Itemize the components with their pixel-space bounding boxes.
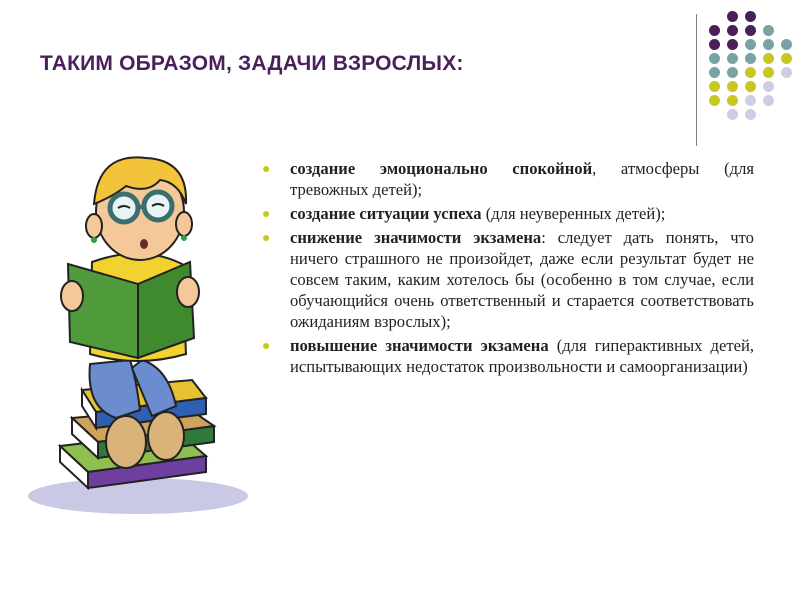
- dot: [727, 95, 738, 106]
- bullet-dot-icon: ●: [262, 162, 271, 177]
- dot: [763, 53, 774, 64]
- list-item-text: (для гиперактивных детей, испытывающих недостаток произвольности и самоорганизации): [290, 336, 754, 376]
- dot: [745, 25, 756, 36]
- list-item: [262, 158, 754, 200]
- dot: [745, 11, 756, 22]
- dot: [709, 95, 720, 106]
- list-item: [262, 203, 754, 224]
- dot: [745, 81, 756, 92]
- dot: [727, 67, 738, 78]
- dot: [709, 67, 720, 78]
- dot: [727, 53, 738, 64]
- boy-reading-book-on-books-illustration: [28, 146, 258, 536]
- dot: [745, 67, 756, 78]
- bullet-dot-icon: ●: [262, 231, 271, 246]
- dot: [763, 81, 774, 92]
- dot: [781, 53, 792, 64]
- list-item: [262, 227, 754, 332]
- dot: [709, 39, 720, 50]
- dot: [727, 109, 738, 120]
- dot: [745, 95, 756, 106]
- dot: [709, 25, 720, 36]
- dot: [763, 25, 774, 36]
- dot: [763, 39, 774, 50]
- bullet-dot-icon: ●: [262, 207, 271, 222]
- slide-title: ТАКИМ ОБРАЗОМ, ЗАДАЧИ ВЗРОСЛЫХ:: [40, 52, 464, 75]
- dot: [709, 81, 720, 92]
- list-item-bold: повышение значимости экзамена: [290, 336, 549, 355]
- dot: [745, 39, 756, 50]
- decorative-divider: [696, 14, 697, 146]
- dot: [727, 11, 738, 22]
- dot: [727, 25, 738, 36]
- dot: [763, 95, 774, 106]
- dot: [727, 81, 738, 92]
- list-item-text: : следует дать понять, что ничего страшного не произойдет, даже если результат будет не совсем таким, каким хотелось бы (особенно в том случае, если обучающийся очень ответственный и старается соответствовать ожиданиям взрослых);: [290, 228, 754, 331]
- list-item-bold: создание ситуации успеха: [290, 204, 482, 223]
- list-item-text: , атмосферы (для тревожных детей);: [290, 159, 754, 199]
- list-item-text: (для неуверенных детей);: [481, 204, 666, 223]
- dot: [745, 53, 756, 64]
- list-item-bold: снижение значимости экзамена: [290, 228, 542, 247]
- dot: [745, 109, 756, 120]
- dot: [709, 53, 720, 64]
- bullet-dot-icon: ●: [262, 339, 271, 354]
- dot: [763, 67, 774, 78]
- dot: [781, 67, 792, 78]
- list-item: [262, 335, 754, 377]
- dot: [727, 39, 738, 50]
- task-list: [262, 158, 754, 377]
- list-item-bold: создание эмоционально спокойной: [290, 159, 593, 178]
- dot: [781, 39, 792, 50]
- decorative-dot-grid: [709, 11, 793, 131]
